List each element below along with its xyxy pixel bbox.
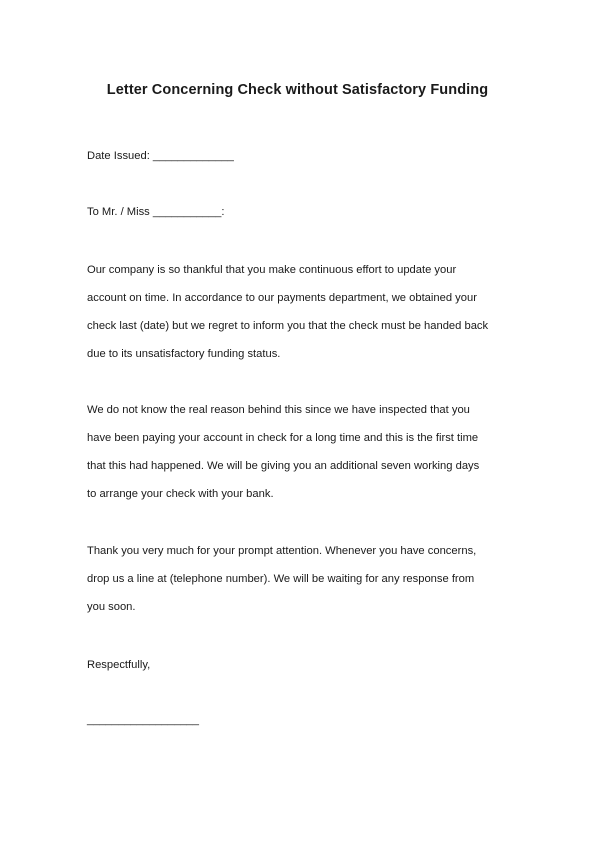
- paragraph-2-line: We do not know the real reason behind this since we have inspected that you: [87, 404, 470, 416]
- paragraph-2-line: that this had happened. We will be giving you an additional seven working days: [87, 460, 480, 472]
- recipient-line: To Mr. / Miss ___________:: [87, 206, 225, 218]
- paragraph-1-line: Our company is so thankful that you make continuous effort to update your: [87, 264, 457, 276]
- paragraph-3-line: drop us a line at (telephone number). We will be waiting for any response from: [87, 573, 475, 585]
- date-issued-line: Date Issued: _____________: [87, 150, 234, 162]
- paragraph-1-line: account on time. In accordance to our payments department, we obtained your: [87, 292, 477, 304]
- paragraph-2-line: to arrange your check with your bank.: [87, 488, 274, 500]
- signature-line: __________________: [87, 714, 199, 726]
- paragraph-1-line: due to its unsatisfactory funding status.: [87, 348, 281, 360]
- letter-title: Letter Concerning Check without Satisfactory Funding: [106, 82, 489, 98]
- paragraph-1-line: check last (date) but we regret to inform you that the check must be handed back: [87, 320, 489, 332]
- paragraph-2-line: have been paying your account in check for a long time and this is the first time: [87, 432, 479, 444]
- paragraph-2: [87, 396, 517, 508]
- closing: Respectfully,: [87, 659, 151, 671]
- paragraph-3: [87, 537, 517, 621]
- paragraph-1: [87, 256, 517, 368]
- paragraph-3-line: you soon.: [87, 601, 136, 613]
- paragraph-3-line: Thank you very much for your prompt attention. Whenever you have concerns,: [87, 545, 477, 557]
